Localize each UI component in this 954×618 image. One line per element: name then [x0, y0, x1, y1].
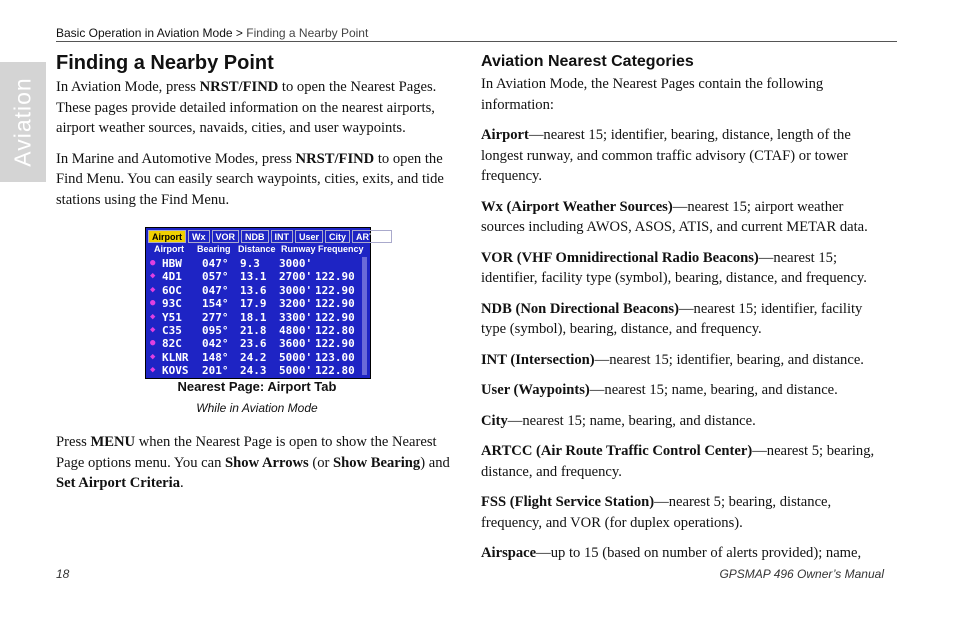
right-intro: In Aviation Mode, the Nearest Pages contain the following information: [481, 76, 824, 113]
screen-tab-user: User [295, 230, 323, 243]
airport-cell: 095° [202, 323, 229, 337]
screen-tab-ndb: NDB [241, 230, 269, 243]
category-item [481, 492, 881, 533]
airport-cell: 9.3 [240, 257, 260, 270]
airport-cell: 3300' [279, 310, 313, 324]
left-heading: Finding a Nearby Point [56, 52, 274, 74]
airport-symbol-icon: ◆ [150, 351, 156, 362]
header-bearing: Bearing [197, 244, 231, 254]
category-description: —nearest 15; identifier, facility type (symbol), bearing, distance, and frequency. [481, 249, 867, 286]
category-item [481, 248, 881, 289]
screen-tab-city: City [325, 230, 350, 243]
paragraph-menu: Press MENU when the Nearest Page is open to show the Nearest Page options menu. You can Show Arrows (or Show Bearing) and Set Airport Criteria. [56, 434, 450, 491]
category-item [481, 411, 881, 432]
header-airport: Airport [154, 244, 184, 254]
airport-symbol-icon: ● [150, 298, 156, 309]
airport-cell: 277° [202, 310, 229, 324]
airport-cell: 122.80 [315, 323, 355, 337]
category-description: —nearest 15; name, bearing, and distance. [507, 412, 756, 429]
airport-cell: 13.1 [240, 270, 267, 284]
airport-cell: HBW [162, 257, 182, 270]
airport-cell: 24.3 [240, 364, 267, 378]
section-side-tab-label: Aviation [9, 77, 36, 167]
right-column [481, 74, 881, 574]
airport-cell: 2700' [279, 270, 313, 284]
airport-cell: 5000' [279, 350, 313, 364]
category-description: —nearest 15; identifier, facility type (symbol), bearing, distance, and frequency. [481, 300, 863, 337]
airport-cell: 042° [202, 337, 229, 351]
section-side-tab [0, 62, 46, 182]
header-distance: Distance [238, 244, 276, 254]
airport-cell: 122.80 [315, 364, 355, 378]
nearest-page-screenshot [145, 227, 388, 379]
airport-cell: KOVS [162, 364, 189, 378]
category-item [481, 441, 881, 482]
airport-cell: 122.90 [315, 283, 355, 297]
category-item [481, 350, 881, 371]
airport-symbol-icon: ◆ [150, 365, 156, 376]
airport-cell: 24.2 [240, 350, 267, 364]
screen-tab-int: INT [271, 230, 294, 243]
screen-tabs [148, 230, 392, 243]
left-column-bottom [56, 432, 451, 504]
header-rule [56, 41, 897, 42]
category-name: Airport [481, 127, 529, 143]
airport-row [149, 351, 360, 364]
category-item [481, 380, 881, 401]
airport-cell: 154° [202, 297, 229, 311]
airport-symbol-icon: ● [150, 338, 156, 349]
airport-cell: 123.00 [315, 350, 355, 364]
airport-cell: 4800' [279, 323, 313, 337]
airport-symbol-icon: ◆ [150, 324, 156, 335]
airport-row [149, 257, 360, 270]
manual-title: GPSMAP 496 Owner’s Manual [719, 567, 884, 581]
screen-scrollbar [362, 257, 367, 375]
paragraph-aviation-mode: In Aviation Mode, press NRST/FIND to open the Nearest Pages. These pages provide detailed information on the nearest airports, airport weather sources, navaids, cities, and user waypoints. [56, 79, 437, 136]
screen-column-headers [150, 244, 366, 256]
category-name: ARTCC (Air Route Traffic Control Center) [481, 443, 753, 459]
airport-cell: 3600' [279, 337, 313, 351]
airport-cell: 047° [202, 257, 229, 270]
category-item [481, 197, 881, 238]
airport-cell: 17.9 [240, 297, 267, 311]
paragraph-marine-mode: In Marine and Automotive Modes, press NRST/FIND to open the Find Menu. You can easily search waypoints, cities, exits, and tide stations using the Find Menu. [56, 150, 444, 208]
airport-cell: 23.6 [240, 337, 267, 351]
breadcrumb [56, 26, 368, 40]
airport-cell: 13.6 [240, 283, 267, 297]
category-description: —nearest 15; airport weather sources including AWOS, ASOS, ATIS, and current METAR data. [481, 198, 868, 235]
category-name: Airspace [481, 545, 537, 561]
airport-cell: 122.90 [315, 337, 355, 351]
category-description: —nearest 15; identifier, bearing, and distance. [594, 351, 864, 368]
airport-cell: 21.8 [240, 323, 267, 337]
airport-cell: 4D1 [162, 270, 182, 284]
screen-tab-wx: Wx [188, 230, 210, 243]
category-description: —up to 15 (based on number of alerts provided); name, [536, 545, 862, 561]
category-item [481, 543, 881, 564]
airport-cell: 82C [162, 337, 182, 351]
category-name: NDB (Non Directional Beacons) [481, 300, 679, 317]
category-name: INT (Intersection) [481, 351, 595, 368]
left-column-top [56, 77, 451, 220]
category-name: VOR (VHF Omnidirectional Radio Beacons) [481, 249, 759, 266]
airport-cell: 057° [202, 270, 229, 284]
airport-cell: 148° [202, 350, 229, 364]
airport-cell: 122.90 [315, 310, 355, 324]
figure-caption: Nearest Page: Airport Tab [177, 379, 337, 394]
category-description: —nearest 5; bearing, distance, and frequency. [481, 443, 875, 480]
airport-cell: 6OC [162, 283, 182, 297]
airport-cell: 93C [162, 297, 182, 311]
airport-row [149, 311, 360, 324]
category-description: —nearest 15; identifier, bearing, distance, length of the longest runway, and common traffic advisory (CTAF) or tower frequency. [481, 127, 851, 184]
airport-cell: KLNR [162, 350, 189, 364]
header-runway: Runway [281, 244, 316, 254]
airport-cell: 3000' [279, 257, 313, 270]
screen-rows [149, 257, 360, 378]
airport-symbol-icon: ◆ [150, 271, 156, 282]
right-heading: Aviation Nearest Categories [481, 53, 694, 70]
category-name: User (Waypoints) [481, 382, 590, 398]
airport-cell: 122.90 [315, 297, 355, 311]
airport-cell: C35 [162, 323, 182, 337]
airport-row [149, 297, 360, 310]
breadcrumb-sub: Finding a Nearby Point [246, 26, 369, 40]
airport-row [149, 324, 360, 337]
airport-row [149, 284, 360, 297]
airport-cell: 18.1 [240, 310, 267, 324]
category-description: —nearest 5; bearing, distance, frequency, and VOR (for duplex operations). [481, 494, 832, 531]
airport-cell: 122.90 [315, 270, 355, 284]
airport-cell: 047° [202, 283, 229, 297]
screen-tab-airport: Airport [148, 230, 186, 243]
airport-cell: 3200' [279, 297, 313, 311]
category-description: —nearest 15; name, bearing, and distance. [589, 382, 838, 398]
page-number: 18 [56, 567, 70, 581]
airport-cell: 5000' [279, 364, 313, 378]
airport-row [149, 270, 360, 283]
category-item [481, 125, 881, 187]
breadcrumb-main: Basic Operation in Aviation Mode > [56, 26, 243, 40]
airport-row [149, 364, 360, 377]
airport-row [149, 337, 360, 350]
airport-symbol-icon: ◆ [150, 311, 156, 322]
category-name: Wx (Airport Weather Sources) [481, 198, 673, 215]
airport-cell: Y51 [162, 310, 182, 324]
header-frequency: Frequency [318, 244, 364, 254]
category-name: FSS (Flight Service Station) [481, 494, 655, 510]
screen-tab-artcc: ARTCC [352, 230, 392, 243]
airport-symbol-icon: ● [150, 258, 156, 268]
category-item [481, 299, 881, 340]
screen-tab-vor: VOR [212, 230, 240, 243]
airport-symbol-icon: ◆ [150, 284, 156, 295]
airport-cell: 201° [202, 364, 229, 378]
airport-cell: 3000' [279, 283, 313, 297]
category-name: City [481, 412, 508, 429]
figure-subcaption: While in Aviation Mode [196, 401, 318, 415]
